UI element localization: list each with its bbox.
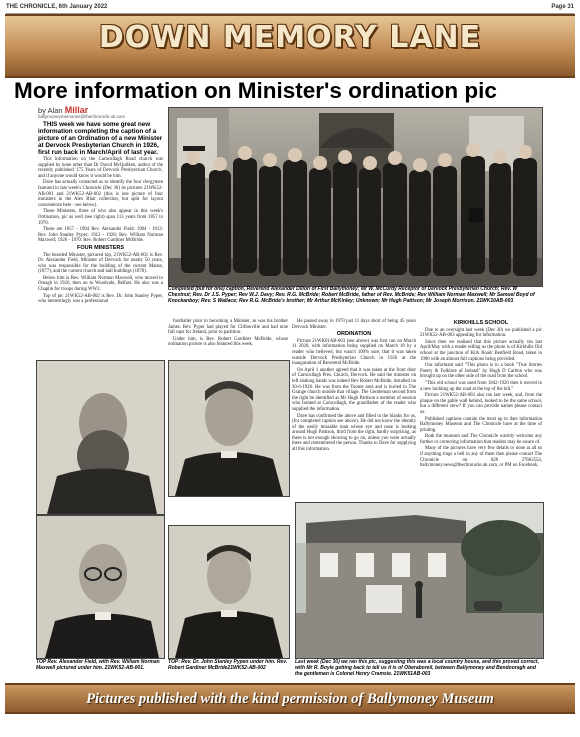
- ordination-photo-image: [169, 108, 542, 286]
- footer-banner: [5, 683, 575, 714]
- paragraph: footballer prior to becoming a Minister, as was his brother James. Rev. Pyper had played for Cliftonville and had nine full caps for Ireland, prior to partition.: [168, 319, 288, 336]
- paragraph: Top of pic 21WK52-AB-002 is Rev. Dr. John Stanley Pyper, who interestingly was a professional: [38, 293, 163, 305]
- section-heading: DOWN MEMORY LANE: [98, 20, 482, 55]
- paragraph: These are 1857 - 1904 Rev. Alexander Field; 1904 - 1912: Rev. John Stanley Pyper; 1912 - 1926: Rev. William Norman Maxwell; 1926 - 1970: Rev. Robert Gardiner McBride.: [38, 227, 163, 244]
- article-intro: THIS week we have some great new information completing the caption of a picture of an Ordination of a new Minister at Dervock Presbyterian Church in 1926, first run back in March/April of last year.: [38, 121, 163, 156]
- paragraph: Picture 21WK52-AB-003 also ran last week, and, from the plaque on the gable wall behind, looked to be the same school, but a different view? If you can provide names please contact us.: [420, 393, 542, 415]
- paragraph: These Ministers, three of who also appear in this week's Ordination, pic as well (see right) span 113 years from 1857 to 1970.: [38, 209, 163, 226]
- paragraph: Due to an oversight last week (Dec 30) we published a pic 21WK52-AB-003 appealing for information.: [420, 327, 542, 339]
- page-header-line: [6, 3, 574, 14]
- subheading-kirkhills-school: KIRKHILLS SCHOOL: [453, 320, 509, 326]
- paragraph: Dave has actually contacted us to identify the four clergymen featured in last week's Chronicle (Dec 30) its pictures 21WK52-AB-001 and 21WK52-AB-002 (this is one picture of four ministers in the Alex Blair collection, but split for layout convenience here - see below).: [38, 180, 163, 208]
- subheading-ordination: ORDINATION: [336, 331, 372, 338]
- paragraph: The bearded Minister, pictured top, 21WK52-AB-001 is Rev. Dr. Alexander Field, Minister of Dervock for nearly 50 years, who was responsible for the building of the current Manse, (1877), and the current church and hall buildings (1878).: [38, 252, 163, 275]
- column-4-text: [420, 319, 542, 499]
- paragraph: Many of the pictures have very few details or none at all so if anything rings a bell in any of them then please contact The Chronicle on 028 27662554, ballymoney.news@thechronicle.uk.com, or PM on Facebook.: [420, 446, 542, 469]
- paragraph: Below him is Rev. William Norman Maxwell, who moved to Omagh in 1926, then on to Woodvale, Belfast. He also was a Chaplin for troops during WW2.: [38, 275, 163, 293]
- section-banner: [5, 14, 575, 78]
- country-house-caption: Last week (Dec 30) we ran this pic, suggesting this was a local country house, and this proved correct, with Mr R. Boyle getting back to tell us it is of Oberaboreil, between Ballymoney and Bendooragh and the gentleman is Colonel Henry Cramsie. 21WK51AB-003: [295, 659, 539, 677]
- paragraph: Picture 21WK01AB-003 (see above) was first run on March 11 2020, with information being supplied on March 18 by a reader who believed, but wasn't 100% sure, that it was taken outside Dervock Presbyterian Church in 1926 at the inauguration of Reverend McBride.: [292, 338, 416, 367]
- right-portraits-caption: TOP: Rev. Dr. John Stanley Pypen under him. Rev. Robert Gardiner McBride21WK52-AB-002: [168, 659, 288, 671]
- paragraph: This information on the Carncullagh Road church was supplied by none other than Dr David McQuilken, author of the recently published '175 Years of Dervock Presbyterian Church', and if anyone would know it would be him.: [38, 157, 163, 179]
- left-portraits-caption: TOP Rev. Alexander Field, with Rev. William Norman Maxwell pictured under him. 21WK52-AB-001.: [36, 659, 160, 671]
- portrait-image: [37, 361, 164, 514]
- footer-credit: Pictures published with the kind permission of Ballymoney Museum: [86, 691, 494, 707]
- country-house-photo: [295, 502, 544, 659]
- portrait-alexander-field: [36, 360, 165, 515]
- column-1-text: [38, 121, 163, 353]
- house-image: [296, 503, 543, 658]
- portrait-john-pyper: [168, 360, 290, 497]
- author-name: Millar: [64, 105, 89, 115]
- column-3-text: [292, 319, 416, 499]
- paragraph: Dave has confirmed the above and filled in the blanks for us, (for completed caption see above). He did not know the identity of the easily missable man whose eye and nose is looking around Hugh Pattison, third from the right, hardly surprising, as there is not enough showing to go on, unless you were actually there and remembered the person. Thanks to Dave for supplying all this information.: [292, 413, 416, 453]
- paragraph: He passed away in 1970 just 11 days short of being 45 years Dervock Minister.: [292, 319, 416, 330]
- subheading-four-ministers: FOUR MINISTERS: [76, 244, 125, 251]
- portrait-william-maxwell: [36, 515, 165, 659]
- paragraph: Both the museum and The Chronicle warmly welcome any further or correcting information that readers may be aware of.: [420, 434, 542, 445]
- paragraph: On April 1 another agreed that it was taken at the front door of Carncullagh Pres. Church, Dervock. He said the minister on left shaking hands was indeed Rev Robert McBride, installed on 30-6-1926. He was from the Toome area and is buried in The Grange church outside that village. The Gentleman second from the right he identified as Mr Hugh Pattison a member of session who farmed at Carncullagh, the grandfather of the reader who supplied the information.: [292, 367, 416, 412]
- portrait-image: [169, 526, 289, 658]
- paragraph: Since then we realised that this picture actually ran last April/May with a reader telling us the photo is of Kirkhills Old school at the junction of Kirk Road/ Benfield Road, taken in 1906 with an almost full captions being provided.: [420, 339, 542, 362]
- article-title: More information on Minister's ordination pic: [14, 78, 497, 103]
- ordination-group-photo: [168, 107, 543, 287]
- author-email: ballymoneymemories@thechronicle.uk.com: [38, 114, 126, 119]
- ordination-photo-caption: Completed (but for one) caption, Reverend Alexander Dillon of First Ballymoney; Mr W. McCurdy Receptor of Dervock Presbyterian Church; Rev. W Chestnut; Rev. Dr J.S. Pyper; Rev W.J. Davy; Rev. R.G. McBride; Robert McBride, father of Rev. McBride; Rev William Norman Maxwell; Mr Samuel Boyd of Knockanboy; Rev. S Wallace; Rev R.G. McBride's brother; Mr Arthur McKinley; Unknown; Mr Hugh Pattison; Mr Joseph Morrison. 21WK10AB-003: [168, 286, 535, 304]
- byline-prefix: by Alan: [38, 106, 63, 115]
- portrait-image: [37, 516, 164, 658]
- column-2-text: [168, 319, 288, 357]
- paragraph: "This old school was used from 1842-1920 then it moved to a new building up the road at the top of the hill.": [420, 380, 542, 392]
- portrait-image: [169, 361, 289, 496]
- paragraph: Published captions contain the most up to date information Ballymoney Museum and The Chronicle have at the time of printing.: [420, 416, 542, 433]
- page-number: Page 31: [551, 4, 574, 10]
- paragraph: Under him, is Rev. Robert Gardiner McBride, whose ordination picture is also featured this week.: [168, 336, 288, 348]
- paragraph: Our informant said "This photo is in a book "True Stories Poetry & Folklore of Ireland" by Hugh D Carlton who was brought up on the other side of the road from the school.: [420, 363, 542, 380]
- portrait-robert-mcbride: [168, 525, 290, 659]
- publication-date: THE CHRONICLE, 6th January 2022: [6, 4, 108, 10]
